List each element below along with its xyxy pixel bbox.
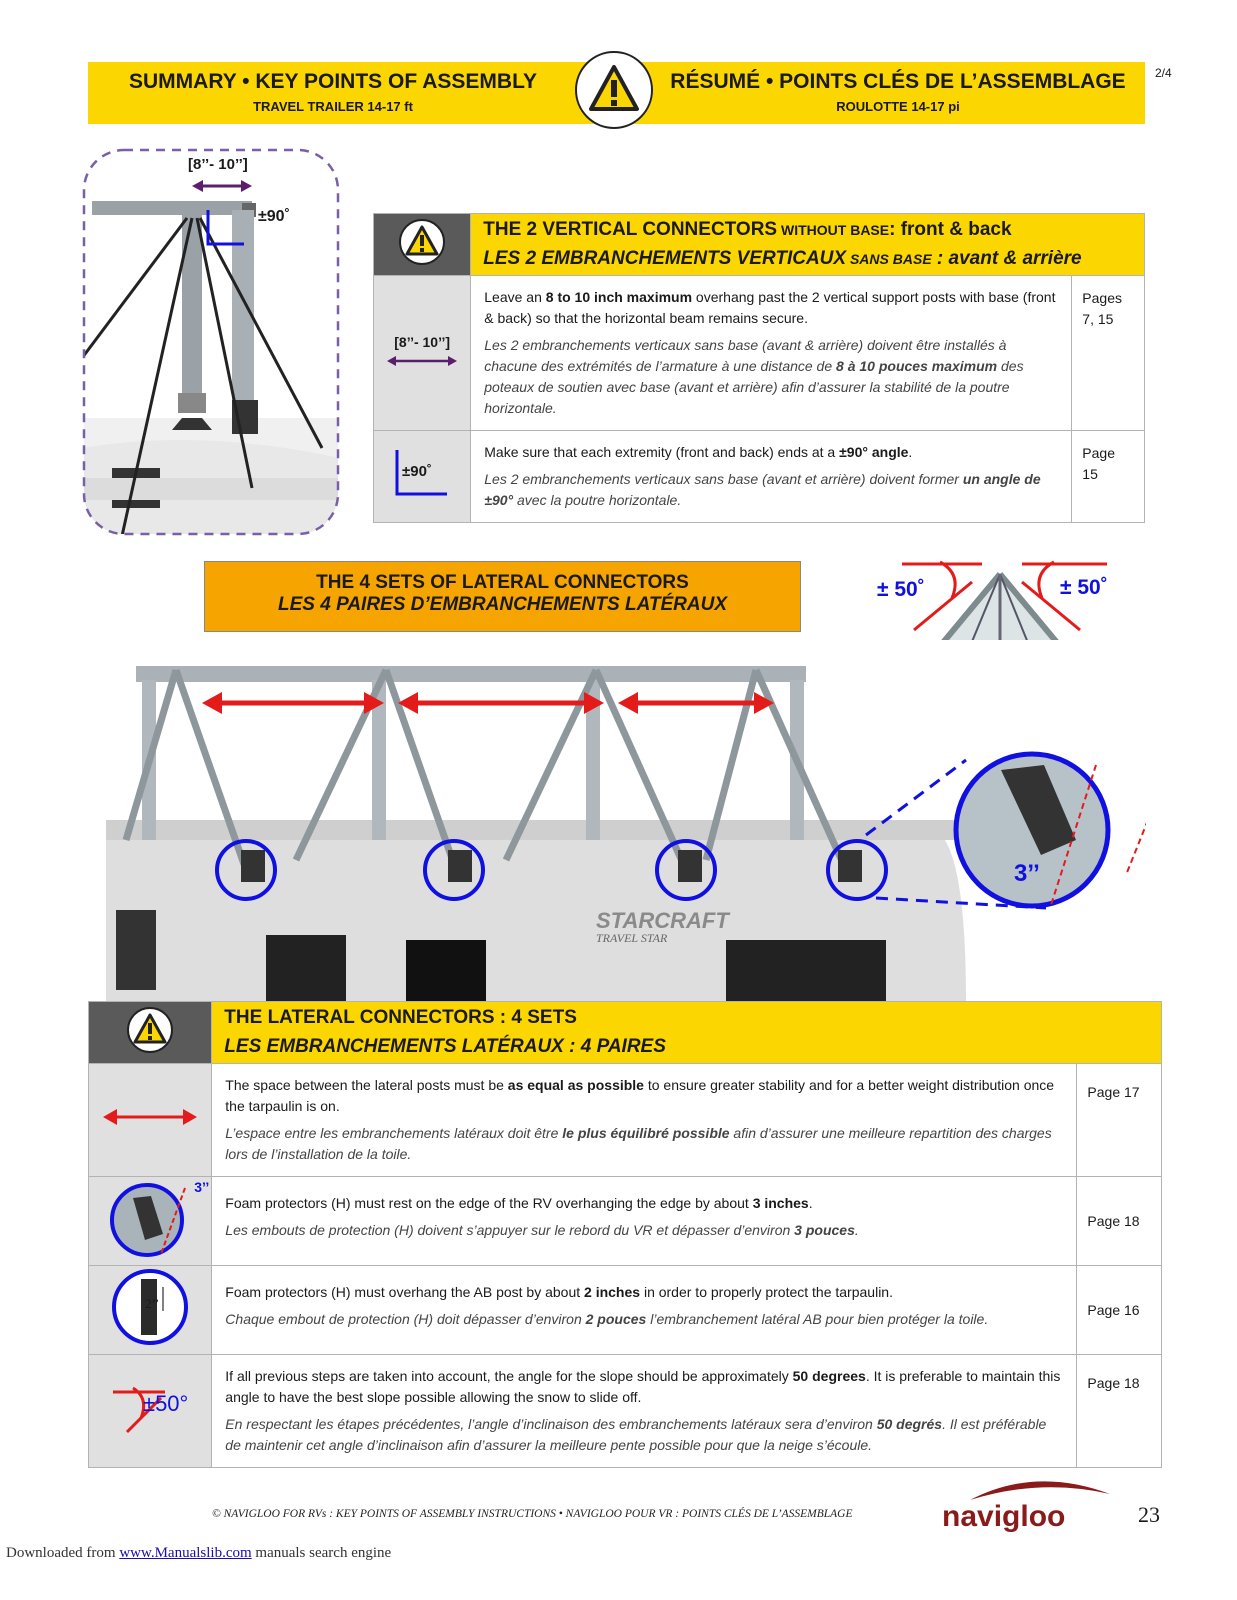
vertical-table-title: THE 2 VERTICAL CONNECTORS WITHOUT BASE: front & back LES 2 EMBRANCHEMENTS VERTICAUX SANS BASE : avant & arrière <box>471 214 1145 276</box>
page-ref-nums: 15 <box>1082 466 1098 482</box>
page-ref: Page 18 <box>1077 1177 1162 1266</box>
manualslib-link[interactable]: www.Manualslib.com <box>119 1545 252 1561</box>
vertical-connector-figure <box>82 148 340 536</box>
foam-post-label: 2’’ <box>145 1296 160 1311</box>
overhang-icon-cell <box>374 276 471 431</box>
page-fraction: 2/4 <box>1155 66 1172 80</box>
table-row: The space between the lateral posts must be as equal as possible to ensure greater stability and for a better weight distribution once the tarpaulin is on. L’espace entre les embranchements latéraux doit être le plus équilibré possible afin d’assurer une meilleure repartition des charges lors de l’installation de la toile. Page 17 <box>89 1064 1162 1177</box>
page-ref: Page 16 <box>1077 1266 1162 1355</box>
lateral-table-title: THE LATERAL CONNECTORS : 4 SETS LES EMBRANCHEMENTS LATÉRAUX : 4 PAIRES <box>212 1002 1162 1064</box>
slope-angle-right-label: ± 50˚ <box>1060 576 1108 599</box>
lateral-connectors-table <box>88 1001 1162 1468</box>
page-ref: Page 17 <box>1077 1064 1162 1177</box>
equal-spacing-icon-cell <box>89 1064 212 1177</box>
header-title-en: SUMMARY • KEY POINTS OF ASSEMBLY <box>129 70 537 93</box>
figure-angle-label: ±90˚ <box>258 208 290 225</box>
foam-overhang-label: 3’’ <box>194 1179 210 1195</box>
table-row: 3’’ Foam protectors (H) must rest on the edge of the RV overhanging the edge by about 3 inches. Les embouts de protection (H) doivent s’appuyer sur le rebord du VR et dépasser d’environ 3 pouces. Page 18 <box>89 1177 1162 1266</box>
header-subtitle-fr: ROULOTTE 14-17 pi <box>836 99 960 114</box>
download-note: Downloaded from www.Manualslib.com manuals search engine <box>6 1545 392 1561</box>
slope-icon-cell <box>89 1355 212 1468</box>
warning-icon <box>121 1006 179 1054</box>
navigloo-logo <box>940 1474 1120 1534</box>
vertical-connectors-table <box>373 213 1145 523</box>
page-ref: Page 18 <box>1077 1355 1162 1468</box>
foam-post-icon-cell <box>89 1266 212 1355</box>
figure-dim-label: [8’’- 10’’] <box>188 156 248 173</box>
lateral-banner-en: THE 4 SETS OF LATERAL CONNECTORS <box>316 572 689 593</box>
page-ref-nums: 7, 15 <box>1082 311 1114 327</box>
angle-icon-cell <box>374 431 471 523</box>
header-subtitle-en: TRAVEL TRAILER 14-17 ft <box>253 99 413 114</box>
table-row: 2’’ Foam protectors (H) must overhang the AB post by about 2 inches in order to properly protect the tarpaulin. Chaque embout de protection (H) doit dépasser d’environ 2 pouces l’embranchement latéral AB pour bien protéger la toile. Page 16 <box>89 1266 1162 1355</box>
double-arrow-icon <box>103 1105 197 1129</box>
table-warning-cell <box>89 1002 212 1064</box>
zoom-label: 3’’ <box>1014 860 1040 887</box>
page-ref-label: Page <box>1082 445 1115 461</box>
table-warning-cell <box>374 214 471 276</box>
brand-subtext: TRAVEL STAR <box>596 931 668 945</box>
slope-icon-label: ±50° <box>143 1391 189 1416</box>
overhang-label: [8’’- 10’’] <box>394 334 451 350</box>
table-row: ±50° If all previous steps are taken into account, the angle for the slope should be approximately 50 degrees. It is preferable to maintain this angle to have the best slope possible allowing the snow to slide off. En respectant les étapes précédentes, l’angle d’inclinaison des embranchements latéraux sera d’environ 50 degrés. Il est préférable de maintenir cet angle d’inclinaison afin d’assurer la meilleure pente possible pour que la neige s’écoule. Page 18 <box>89 1355 1162 1468</box>
footer-text: © NAVIGLOO FOR RVs : KEY POINTS OF ASSEMBLY INSTRUCTIONS • NAVIGLOO POUR VR : POINTS CLÉS DE L’ASSEMBLAGE <box>212 1508 853 1520</box>
lateral-banner-fr: LES 4 PAIRES D’EMBRANCHEMENTS LATÉRAUX <box>278 594 727 615</box>
lateral-connectors-banner <box>204 561 801 632</box>
foam-overhang-icon-cell <box>89 1177 212 1266</box>
header-title-fr: RÉSUMÉ • POINTS CLÉS DE L’ASSEMBLAGE <box>670 70 1126 93</box>
trailer-photo <box>66 640 1146 1002</box>
page-number: 23 <box>1138 1502 1160 1527</box>
brand-text: STARCRAFT <box>596 908 729 933</box>
warning-icon <box>575 51 653 129</box>
page-ref-label: Pages <box>1082 290 1122 306</box>
table-row: ±90˚ Make sure that each extremity (front and back) ends at a ±90° angle. Les 2 embranchements verticaux sans base (avant et arrière) doivent former un angle de ±90° avec la poutre horizontale. Page 15 <box>374 431 1145 523</box>
svg-text:navigloo: navigloo <box>942 1500 1066 1533</box>
double-arrow-icon <box>387 354 457 368</box>
foam-protector-icon <box>105 1178 195 1258</box>
table-row: [8’’- 10’’] Leave an 8 to 10 inch maximum overhang past the 2 vertical support posts with base (front & back) so that the horizontal beam remains secure. Les 2 embranchements verticaux sans base (avant & arrière) doivent être installés à chacune des extrémités de l’armature à une distance de 8 à 10 pouces maximum des poteaux de soutien avec base (avant et arrière) afin d’assurer la stabilité de la poutre horizontale. Pages 7, 15 <box>374 276 1145 431</box>
warning-icon <box>393 218 451 266</box>
angle-label: ±90˚ <box>402 463 432 480</box>
slope-angle-left-label: ± 50˚ <box>877 578 925 601</box>
